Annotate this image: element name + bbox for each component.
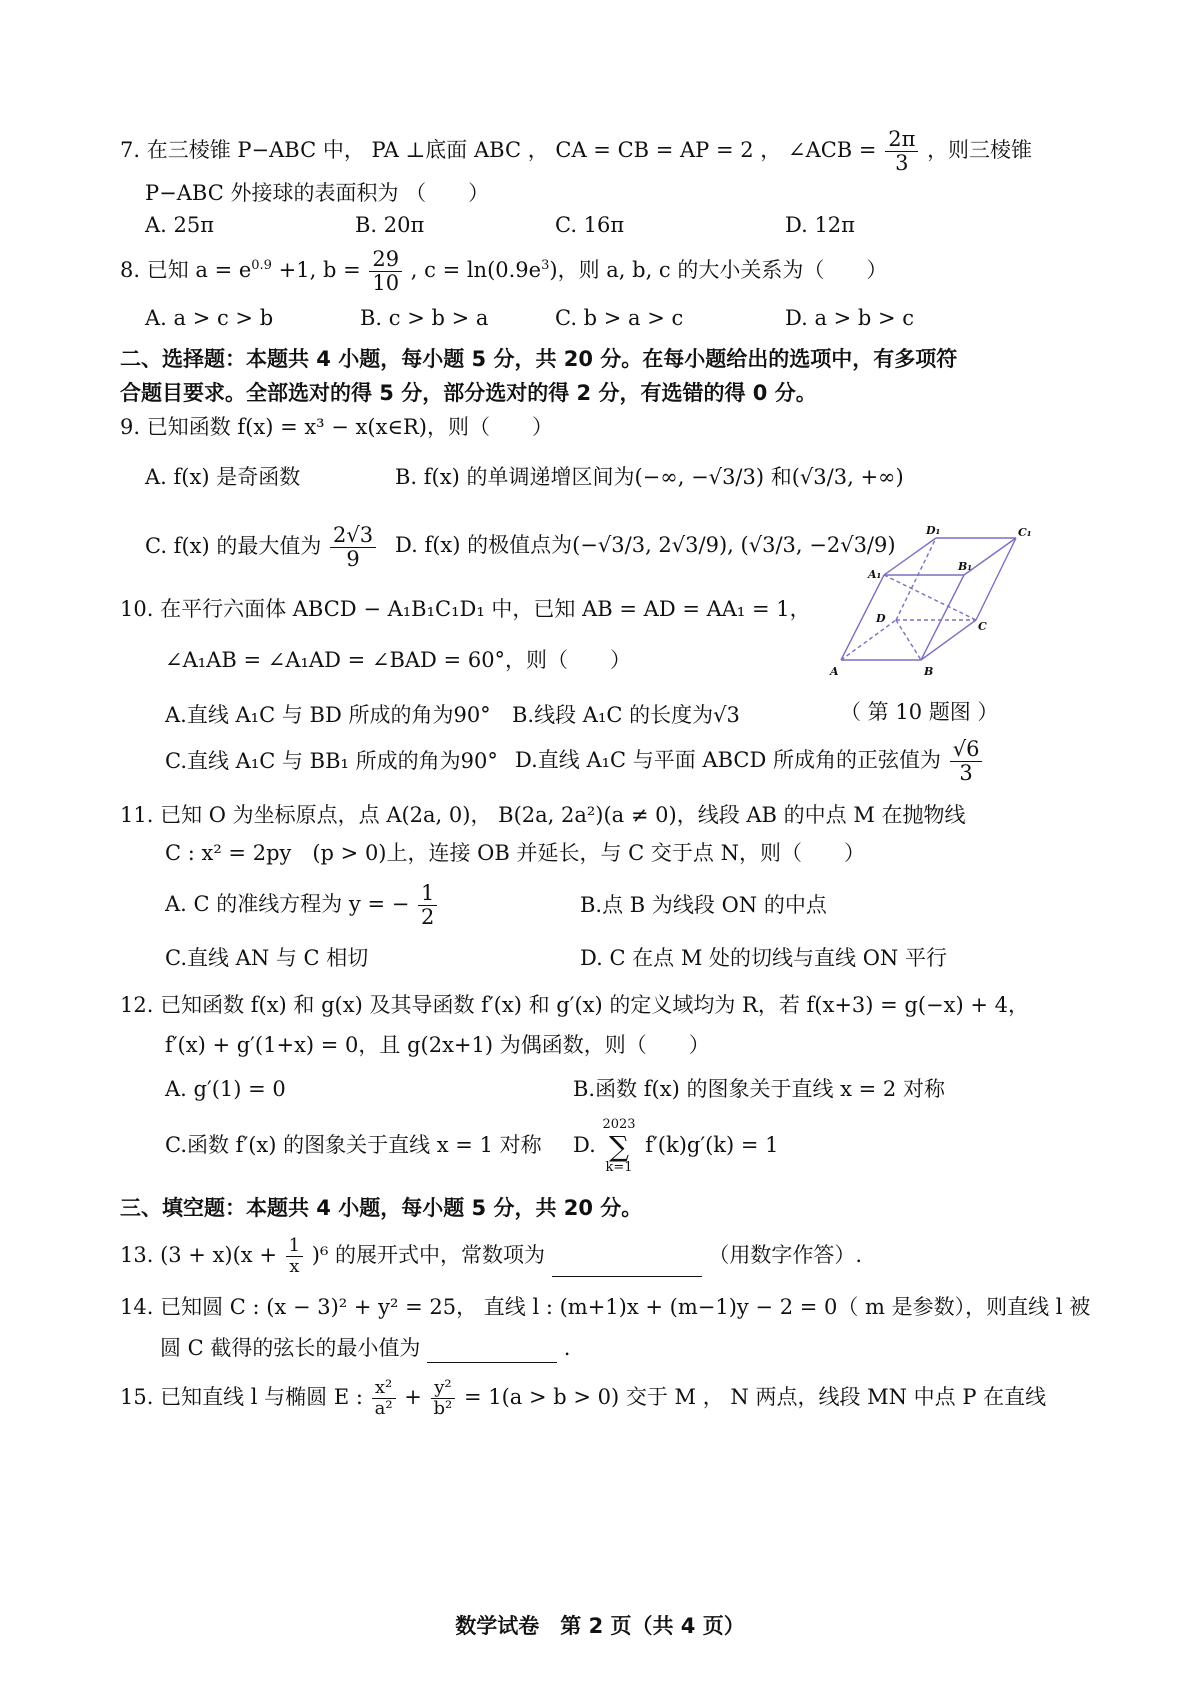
- edge-BC: [921, 620, 976, 660]
- q9-option-a: A. f(x) 是奇函数: [145, 465, 301, 489]
- q12-option-d: D. 2023 ∑ k=1 f′(k)g′(k) = 1: [573, 1117, 779, 1176]
- q9-option-d: D. f(x) 的极值点为(−√3/3, 2√3/9), (√3/3, −2√3/9): [395, 533, 896, 557]
- q14-answer-blank[interactable]: [427, 1340, 557, 1363]
- q12-option-a: A. g′(1) = 0: [165, 1077, 286, 1101]
- label-C1: C₁: [1018, 526, 1032, 539]
- q10-line2: ∠A₁AB = ∠A₁AD = ∠BAD = 60°，则（ ）: [165, 648, 632, 672]
- q9-stem: 9. 已知函数 f(x) = x³ − x(x∈R)，则（ ）: [120, 415, 553, 439]
- q14-line2: 圆 C 截得的弦长的最小值为 .: [160, 1333, 570, 1363]
- q7-fraction: $\frac{2\pi}{3}$: [885, 128, 918, 175]
- q9-option-c: C. f(x) 的最大值为 $\frac{2√3}{9}$: [145, 524, 378, 571]
- q8-option-c: C. b > a > c: [555, 306, 684, 330]
- parallelepiped-figure-main: [826, 520, 1036, 685]
- q7-option-c: C. 16π: [555, 213, 625, 237]
- q12-line2: f′(x) + g′(1+x) = 0，且 g(2x+1) 为偶函数，则（ ）: [165, 1033, 710, 1057]
- q12-option-b: B.函数 f(x) 的图象关于直线 x = 2 对称: [573, 1077, 945, 1101]
- q11-option-d: D. C 在点 M 处的切线与直线 ON 平行: [580, 946, 947, 970]
- q8-stem: 8. 已知 $a = e^{0.9} +1$, b = $\frac{29}{10}$ , $c = \ln(0.9e^3)$，则 a, b, c 的大小关系为（ ）: [120, 247, 888, 295]
- edge-A1D1: [884, 538, 936, 575]
- q13-stem: 13. (3 + x)(x + $\frac{1}{x}$ )⁶ 的展开式中，常数项为 （用数字作答）.: [120, 1235, 863, 1277]
- edge-BB1: [921, 575, 964, 660]
- q7-line2: P−ABC 外接球的表面积为 （ ）: [145, 181, 490, 205]
- q11-line2: C : x² = 2py (p > 0)上，连接 OB 并延长，与 C 交于点 N，则（ ）: [165, 841, 865, 865]
- q13-fraction: $\frac{1}{x}$: [286, 1236, 303, 1277]
- q10-option-b: B.线段 A₁C 的长度为√3: [512, 703, 740, 727]
- q7-option-b: B. 20π: [355, 213, 425, 237]
- q8-option-a: A. a > c > b: [145, 306, 274, 330]
- section2-heading-line2: 合题目要求。全部选对的得 5 分，部分选对的得 2 分，有选错的得 0 分。: [120, 381, 817, 405]
- q15-fraction-y: $\frac{\text{y²}}{\text{b²}}$: [431, 1378, 456, 1419]
- label-C: C: [978, 620, 987, 633]
- q11-line1: 11. 已知 O 为坐标原点，点 A(2a, 0)， B(2a, 2a²)(a ≠ 0)，线段 AB 的中点 M 在抛物线: [120, 803, 966, 827]
- label-D: D: [876, 612, 886, 625]
- q11-a-fraction: $\frac{1}{2}$: [418, 882, 437, 929]
- edge-DD1: [896, 538, 936, 620]
- q10-line1: 10. 在平行六面体 ABCD − A₁B₁C₁D₁ 中，已知 AB = AD = AA₁ = 1，: [120, 597, 811, 621]
- q11-option-c: C.直线 AN 与 C 相切: [165, 946, 369, 970]
- q7-line1: 7. 在三棱锥 P−ABC 中， PA ⊥底面 ABC ， CA = CB = AP = 2 ， ∠ACB = $\frac{2\pi}{3}$ ，则三棱锥: [120, 127, 1033, 175]
- figure-caption: （ 第 10 题图 ）: [840, 700, 999, 724]
- edge-A1C: [884, 575, 976, 620]
- q12-option-c: C.函数 f′(x) 的图象关于直线 x = 1 对称: [165, 1133, 542, 1157]
- section2-heading-line1: 二、选择题：本题共 4 小题，每小题 5 分，共 20 分。在每小题给出的选项中，有多项符: [120, 347, 958, 371]
- label-D1: D₁: [926, 524, 941, 537]
- q8-option-b: B. c > b > a: [360, 306, 489, 330]
- q11-option-a: A. C 的准线方程为 y = − $\frac{1}{2}$: [165, 882, 439, 929]
- q14-line1: 14. 已知圆 C : (x − 3)² + y² = 25， 直线 l : (m+1)x + (m−1)y − 2 = 0（ m 是参数），则直线 l 被: [120, 1295, 1091, 1319]
- q11-option-b: B.点 B 为线段 ON 的中点: [580, 893, 827, 917]
- q8-option-d: D. a > b > c: [785, 306, 915, 330]
- label-B: B: [924, 665, 934, 678]
- q15-stem: 15. 已知直线 l 与椭圆 E : $\frac{\text{x²}}{\text{a²}}$ + $\frac{\text{y²}}{\text{b²}}$ = 1(a > b > 0) 交于 M ， N 两点，线段 MN 中点 P 在直线: [120, 1377, 1047, 1419]
- q13-answer-blank[interactable]: [552, 1254, 702, 1277]
- q10-option-d: D.直线 A₁C 与平面 ABCD 所成角的正弦值为 $\frac{√6}{3}$: [515, 738, 984, 785]
- edge-DB: [896, 620, 921, 660]
- q9-c-fraction: $\frac{2√3}{9}$: [330, 524, 376, 571]
- label-A: A: [830, 665, 839, 678]
- q12-line1: 12. 已知函数 f(x) 和 g(x) 及其导函数 f′(x) 和 g′(x) 的定义域均为 R，若 f(x+3) = g(−x) + 4，: [120, 993, 1029, 1017]
- q7-option-a: A. 25π: [145, 213, 215, 237]
- q8-fraction: $\frac{29}{10}$: [369, 248, 402, 295]
- edge-AD: [841, 620, 896, 660]
- edge-CC1: [976, 538, 1016, 620]
- q10-d-fraction: $\frac{√6}{3}$: [950, 738, 983, 785]
- summation-symbol: 2023 ∑ k=1: [602, 1117, 636, 1176]
- label-B1: B₁: [958, 560, 973, 573]
- label-A1: A₁: [868, 568, 882, 581]
- q9-option-b: B. f(x) 的单调递增区间为(−∞, −√3/3) 和(√3/3, +∞): [395, 465, 904, 489]
- q10-option-c: C.直线 A₁C 与 BB₁ 所成的角为90°: [165, 749, 498, 773]
- q10-option-a: A.直线 A₁C 与 BD 所成的角为90°: [165, 703, 491, 727]
- q15-fraction-x: $\frac{\text{x²}}{\text{a²}}$: [372, 1378, 396, 1419]
- page-footer: 数学试卷 第 2 页（共 4 页）: [455, 1614, 745, 1638]
- q7-option-d: D. 12π: [785, 213, 855, 237]
- section3-heading: 三、填空题：本题共 4 小题，每小题 5 分，共 20 分。: [120, 1196, 643, 1220]
